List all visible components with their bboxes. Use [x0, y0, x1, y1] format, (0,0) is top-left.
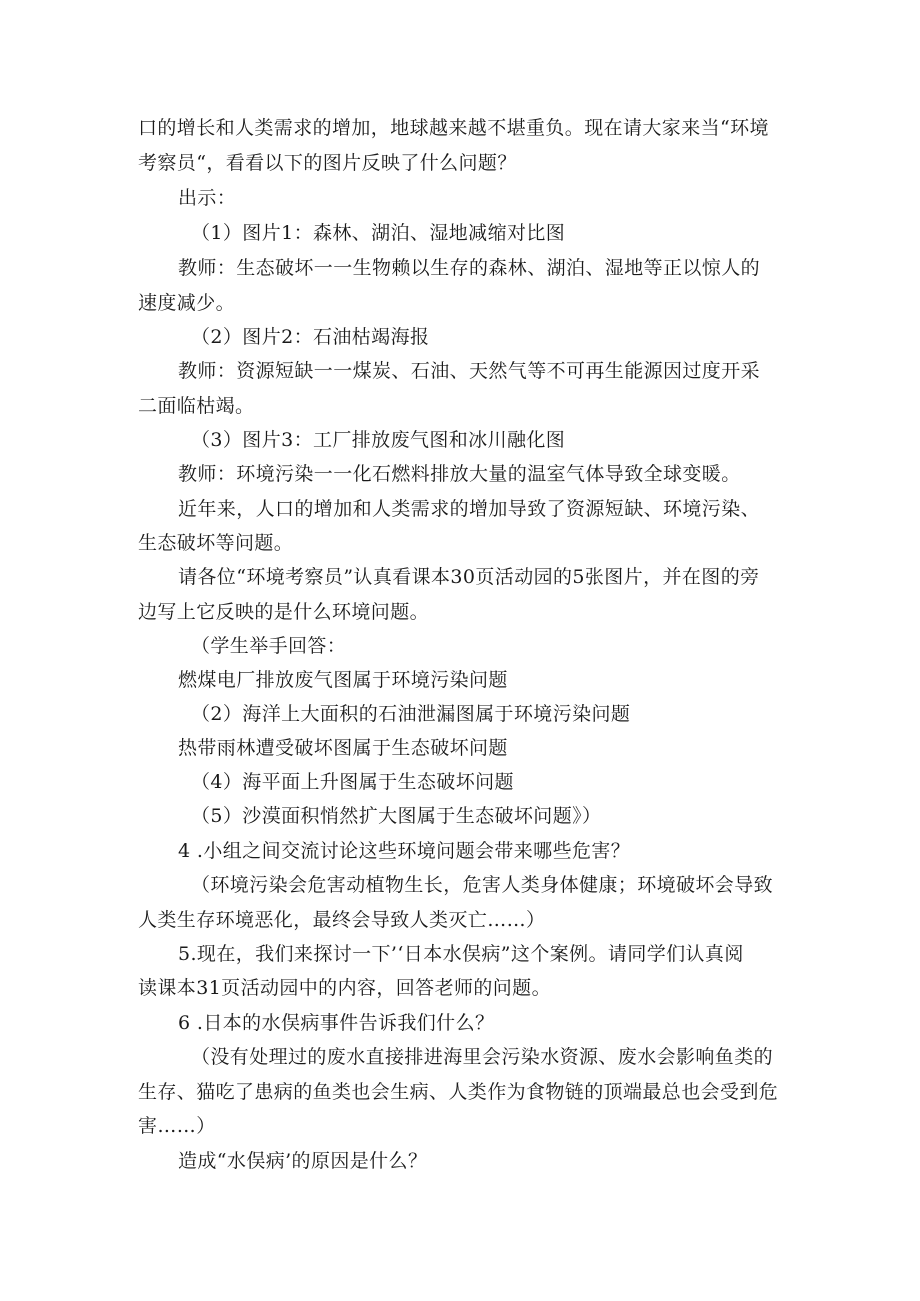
text-line-12: 近年来，人口的增加和人类需求的增加导致了资源短缺、环境污染、	[178, 498, 761, 520]
text-line-11: 教师：环境污染一一化石燃料排放大量的温室气体导致全球变暖。	[178, 463, 741, 485]
text-line-28: （没有处理过的废水直接排进海里会污染水资源、废水会影响鱼类的	[191, 1046, 774, 1068]
text-line-26: 读课本31页活动园中的内容，回答老师的问题。	[138, 977, 551, 999]
text-line-2: 考察员“，看看以下的图片反映了什么问题？	[138, 152, 517, 174]
text-line-17: 燃煤电厂排放废气图属于环境污染问题	[178, 669, 508, 691]
text-line-7: （2）图片2：石油枯竭海报	[191, 326, 430, 348]
text-line-31: 造成“水俣病’的原因是什么？	[178, 1150, 428, 1172]
text-line-1: 口的增长和人类需求的增加，地球越来越不堪重负。现在请大家来当“环境	[138, 117, 769, 139]
text-line-15: 边写上它反映的是什么环境问题。	[138, 601, 430, 623]
text-line-23: （环境污染会危害动植物生长，危害人类身体健康；环境破坏会导致	[191, 874, 774, 896]
text-line-3: 出示：	[178, 187, 237, 209]
text-line-20: （4）海平面上升图属于生态破坏问题	[191, 771, 514, 793]
text-line-30: 害……）	[138, 1115, 216, 1137]
text-line-22: 4 .小组之间交流讨论这些环境问题会带来哪些危害？	[178, 840, 631, 862]
text-line-5: 教师：生态破坏一一生物赖以生存的森林、湖泊、湿地等正以惊人的	[178, 257, 761, 279]
text-line-13: 生态破坏等问题。	[138, 532, 294, 554]
text-line-9: 二面临枯竭。	[138, 395, 255, 417]
text-line-24: 人类生存环境恶化，最终会导致人类灭亡……）	[138, 909, 546, 931]
text-line-29: 生存、猫吃了患病的鱼类也会生病、人类作为食物链的顶端最总也会受到危	[138, 1081, 779, 1103]
text-line-8: 教师：资源短缺一一煤炭、石油、天然气等不可再生能源因过度开采	[178, 360, 761, 382]
text-line-4: （1）图片1：森林、湖泊、湿地减缩对比图	[191, 222, 566, 244]
text-line-6: 速度减少。	[138, 292, 236, 314]
text-line-14: 请各位“环境考察员”认真看课本30页活动园的5张图片，并在图的旁	[178, 566, 760, 588]
text-line-19: 热带雨林遭受破坏图属于生态破坏问题	[178, 737, 508, 759]
text-line-16: （学生举手回答：	[191, 635, 347, 657]
text-line-10: （3）图片3：工厂排放废气图和冰川融化图	[191, 429, 566, 451]
text-line-27: 6 .日本的水俣病事件告诉我们什么？	[178, 1012, 495, 1034]
text-line-18: （2）海洋上大面积的石油泄漏图属于环境污染问题	[191, 703, 631, 725]
text-line-21: （5）沙漠面积悄然扩大图属于生态破坏问题》）	[191, 805, 602, 827]
text-line-25: 5.现在，我们来探讨一下’‘日本水俣病”这个案例。请同学们认真阅	[178, 943, 744, 965]
